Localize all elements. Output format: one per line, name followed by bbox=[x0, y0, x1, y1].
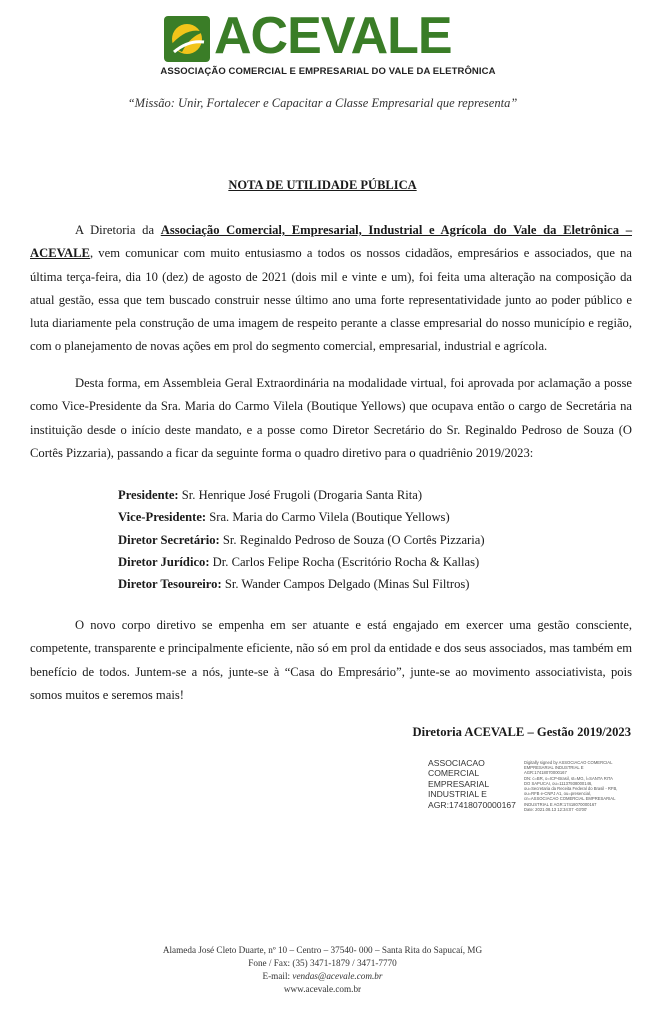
role-holder: Sr. Reginaldo Pedroso de Souza (O Cortês Pizzaria) bbox=[219, 532, 485, 547]
signer-line: EMPRESARIAL bbox=[428, 778, 490, 789]
role-holder: Sra. Maria do Carmo Vilela (Boutique Yellows) bbox=[206, 510, 450, 525]
footer-email-line bbox=[0, 970, 645, 983]
paragraph-assembly: Desta forma, em Assembleia Geral Extraordinária na modalidade virtual, foi aprovada por aclamação a posse como Vice-Presidente da Sra. Maria do Carmo Vilela (Boutique Yellows) que ocupava então o cargo de Secretária na instituição desde o início deste mandato, e a posse como Diretor Secretário do Sr. Reginaldo Pedroso de Souza (O Cortês Pizzaria), passando a ficar da seguinte forma o quadro diretivo para o quadriênio 2019/2023: bbox=[30, 376, 632, 460]
signature-detail-line: cn=ASSOCIACAO COMERCIAL EMPRESARIAL bbox=[524, 796, 616, 802]
signature-detail-line: INDUSTRIAL E AGR:17418070000167 bbox=[524, 801, 597, 807]
paragraph-announcement bbox=[30, 219, 632, 359]
signer-line: INDUSTRIAL E bbox=[428, 789, 487, 800]
role-holder: Sr. Henrique José Frugoli (Drogaria Santa Rita) bbox=[178, 488, 423, 502]
paragraph-body: , vem comunicar com muito entusiasmo a todos os nossos cidadãos, empresários e associados, que na última terça-feira, dia 10 (dez) de agosto de 2021 (dois mil e vinte e um), foi feita uma alteração na composição da atual gestão, essa que tem buscado construir nesse último ano uma forte representatividade junto ao poder público e luta diariamente pela construção de uma imagem de respeito perante a classe empresarial do nosso município e região, com o planejamento de novas ações em prol do segmento comercial, empresarial, industrial e agrícola. bbox=[30, 246, 632, 354]
role-label: Vice-Presidente: bbox=[118, 510, 207, 525]
board-list bbox=[118, 484, 485, 595]
footer-email-label: E-mail: bbox=[262, 971, 293, 981]
signature-detail-line: ou=Secretaria da Receita Federal do Brasil - RFB, bbox=[524, 786, 618, 792]
logo-subtitle: ASSOCIAÇÃO COMERCIAL E EMPRESARIAL DO VALE DA ELETRÔNICA bbox=[160, 66, 496, 77]
footer-website: www.acevale.com.br bbox=[283, 984, 362, 994]
signature-detail-line: AGR:17418070000167 bbox=[524, 770, 567, 776]
role-holder: Sr. Wander Campos Delgado (Minas Sul Filtros) bbox=[221, 577, 470, 592]
signature-detail-line: ou=RFB e-CNPJ A1, ou=presencial, bbox=[524, 791, 592, 797]
acevale-logo bbox=[160, 7, 496, 80]
signature-detail-line: DO SAPUCAI, ou=11137938000146, bbox=[524, 780, 593, 786]
board-item-secretary bbox=[118, 529, 485, 551]
page-footer bbox=[0, 944, 645, 996]
signer-line: ASSOCIACAO bbox=[428, 758, 485, 768]
role-holder: Dr. Carlos Felipe Rocha (Escritório Rocha & Kallas) bbox=[209, 554, 480, 569]
logo-emblem-icon bbox=[164, 16, 210, 62]
board-item-legal-director bbox=[118, 551, 485, 573]
signature-detail-line: DN: c=BR, o=ICP-Brasil, st=MG, l=SANTA RITA bbox=[524, 775, 613, 781]
signature-detail-line: Digitally signed by ASSOCIACAO COMERCIAL bbox=[524, 760, 613, 765]
board-item-president bbox=[118, 484, 485, 506]
board-item-vice-president bbox=[118, 506, 485, 528]
paragraph-intro: A Diretoria da bbox=[75, 223, 161, 237]
logo-wordmark: ACEVALE bbox=[214, 7, 452, 65]
role-label: Diretor Tesoureiro: bbox=[118, 577, 222, 592]
signer-name bbox=[428, 758, 520, 810]
footer-phone: Fone / Fax: (35) 3471-1879 / 3471-7770 bbox=[248, 958, 397, 968]
document-title: NOTA DE UTILIDADE PÚBLICA bbox=[228, 178, 417, 192]
mission-statement: “Missão: Unir, Fortalecer e Capacitar a Classe Empresarial que representa” bbox=[127, 96, 518, 110]
signer-line: AGR:17418070000167 bbox=[428, 799, 516, 810]
signer-line: COMERCIAL bbox=[428, 768, 480, 779]
signature-detail-line: Date: 2021.08.13 12:34:07 -03'00' bbox=[524, 806, 588, 812]
role-label: Diretor Jurídico: bbox=[118, 554, 210, 569]
signature-line: Diretoria ACEVALE – Gestão 2019/2023 bbox=[412, 725, 631, 739]
digital-signature-stamp bbox=[428, 758, 618, 823]
role-label: Diretor Secretário: bbox=[118, 532, 220, 547]
footer-address: Alameda José Cleto Duarte, nº 10 – Centro – 37540- 000 – Santa Rita do Sapucaí, MG bbox=[162, 945, 483, 955]
role-label: Presidente: bbox=[118, 488, 179, 502]
paragraph-closing: O novo corpo diretivo se empenha em ser atuante e está engajado em exercer uma gestão consciente, competente, transparente e principalmente eficiente, não só em prol da entidade e dos seus associados, mas também em benefício de todos. Juntem-se a nós, junte-se à “Casa do Empresário”, junte-se ao movimento associativista, pois somos muitos e seremos mais! bbox=[30, 618, 632, 702]
signature-detail-line: EMPRESARIAL INDUSTRIAL E bbox=[524, 765, 584, 771]
entity-name: Associação Comercial, Empresarial, Industrial e Agrícola do Vale da Eletrônica – ACEVALE bbox=[30, 223, 632, 261]
board-item-treasurer bbox=[118, 573, 485, 595]
signature-details bbox=[524, 760, 622, 812]
footer-email: vendas@acevale.com.br bbox=[292, 971, 383, 981]
